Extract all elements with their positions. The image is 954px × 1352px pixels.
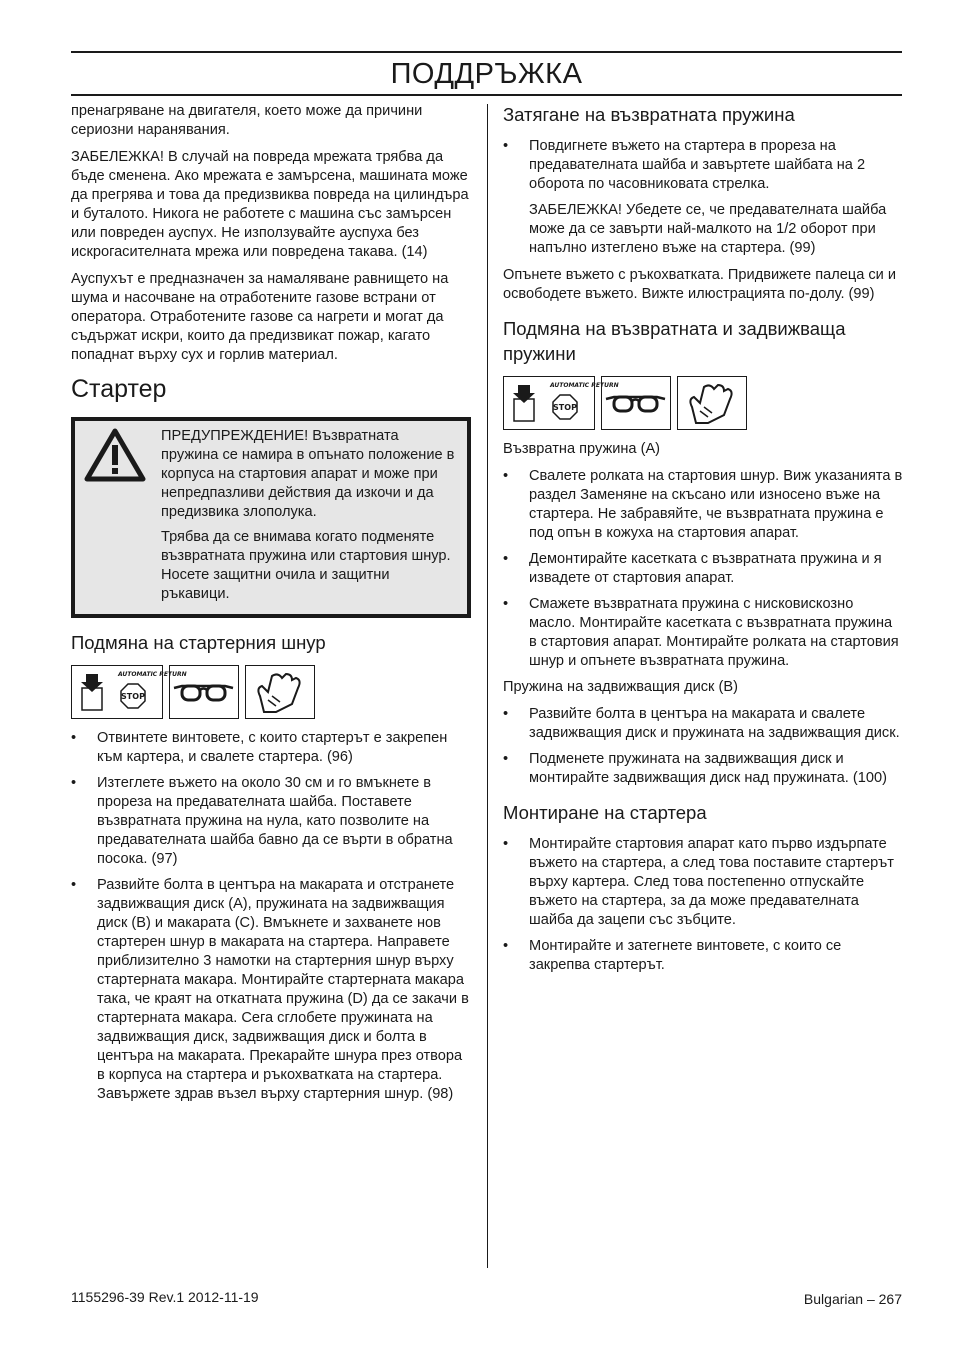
protective-gloves-icon xyxy=(677,376,747,430)
section-heading-starter: Стартер xyxy=(71,375,167,403)
automatic-return-stop-icon xyxy=(503,376,619,430)
subheading-tension: Затягане на възвратната пружина xyxy=(503,104,795,125)
list-item: • Отвинтете винтовете, с които стартерът е закрепен към картера, и свалете стартера. (96) xyxy=(71,730,448,765)
list-item: • Подменете пружината на задвижващия диск и монтирайте задвижващия диск над пружината. (100) xyxy=(503,751,887,786)
automatic-return-label: AUTOMATIC RETURN xyxy=(118,671,187,678)
protective-gloves-icon xyxy=(245,665,315,719)
list-item: • Монтирайте и затегнете винтовете, с които се закрепва стартерът. xyxy=(503,938,842,973)
warning-box xyxy=(71,417,471,618)
list-item: • Развийте болта в центъра на макарата и отстранете задвижващия диск (A), пружината на задвижващия диск (B) и макарата (C). Вмъкнете и захванете нов стартерен шнур в макарата на стартера. Направете приблизително 3 намотки на стартерния шнур върху стартерната макара. Монтирайте стартерната макара така, че краят на откатната пружина (D) да се закачи в стартерната макара. Сега сглобете пружината на задвижващия диск, задвижващия диск и болта в центъра на макарата. Прекарайте шнура през отвора в корпуса на стартера и ръкохватката на стартера. Завържете здрав възел върху стартерния шнур. (98) xyxy=(71,877,469,1102)
warning-triangle-icon xyxy=(83,427,161,610)
automatic-return-label: AUTOMATIC RETURN xyxy=(550,382,619,389)
list-item: • Развийте болта в центъра на макарата и свалете задвижващия диск и пружината на задвижващия диск. xyxy=(503,706,900,741)
note-paragraph: ЗАБЕЛЕЖКА! Убедете се, че предавателната шайба може да се завърти най-малкото на 1/2 оборот при напълно изтеглено въже на стартера. (99) xyxy=(529,202,887,256)
return-spring-list xyxy=(503,467,903,671)
safety-icons xyxy=(71,665,471,719)
column-divider xyxy=(487,104,488,1268)
safety-goggles-icon xyxy=(601,376,671,430)
safety-icons xyxy=(503,376,903,430)
stop-label: STOP xyxy=(553,403,577,412)
automatic-return-stop-icon xyxy=(71,665,187,719)
footer-doc-id: 1155296-39 Rev.1 2012-11-19 xyxy=(71,1289,259,1305)
subheading-replace-springs: Подмяна на възвратната и задвижваща пружини xyxy=(503,318,846,364)
list-item: • Смажете възвратната пружина с нисковискозно масло. Монтирайте касетката с възвратната пружина в стартовия апарат. Монтирайте ролката на стартовия шнур и опънете възвратната пружина. xyxy=(503,596,899,669)
subheading-mount-starter: Монтиране на стартера xyxy=(503,802,707,823)
stop-label: STOP xyxy=(121,692,145,701)
safety-goggles-icon xyxy=(169,665,239,719)
header-rule-bottom xyxy=(71,94,902,96)
paragraph: Ауспухът е предназначен за намаляване равнището на шума и насочване на отработените газове встрани от оператора. Отработените газове са нагрети и могат да съдържат искри, които да предизвикат пожар, кагато попаднат върху сух и горлив материал. xyxy=(71,271,449,363)
paragraph: ЗАБЕЛЕЖКА! В случай на повреда мрежата трябва да бъде сменена. Ако мрежата е замърсена, машината може да прегрява и това да предизвиква повреда на цилиндъра и буталото. Никога не работете с машина със замърсен или повреден ауспух. Не използувайте ауспуха без искрогасителната мрежа или повредена такава. (14) xyxy=(71,149,469,260)
warning-text: ПРЕДУПРЕЖДЕНИЕ! Възвратната пружина се намира в опънато положение в корпуса на стартовия апарат и може при непредпазливи действия да изкочи и да предизвика злополука. xyxy=(161,428,455,520)
mount-list xyxy=(503,835,903,975)
footer-page-number: Bulgarian – 267 xyxy=(803,1291,902,1307)
subsection-label-drive-spring: Пружина на задвижващия диск (B) xyxy=(503,679,738,695)
list-item: • Свалете ролката на стартовия шнур. Виж указанията в раздел Заменяне на скъсано или износено въже на стартера. Не забравяйте, че възвратната пружина е под опън в кожуха на стартовия апарат. xyxy=(503,468,903,541)
list-item: • Повдигнете въжето на стартера в прореза на предавателната шайба и завъртете шайбата на 2 оборота по часовниковата стрелка. xyxy=(503,138,866,192)
tension-list xyxy=(503,137,903,194)
cord-steps-list xyxy=(71,729,471,1104)
paragraph: пренагряване на двигателя, което може да причини сериозни наранявания. xyxy=(71,103,423,138)
page-title: ПОДДРЪЖКА xyxy=(390,58,583,90)
drive-spring-list xyxy=(503,705,903,788)
subsection-label-return-spring: Възвратна пружина (A) xyxy=(503,441,661,457)
paragraph: Опънете въжето с ръкохватката. Придвижете палеца си и освободете въжето. Вижте илюстрацията по-долу. (99) xyxy=(503,267,897,302)
list-item: • Изтеглете въжето на около 30 см и го вмъкнете в прореза на предавателната шайба. Поставете възвратната пружина на нула, като позволите на предавателната шайба бавно да се върти в обратна посока. (97) xyxy=(71,775,453,867)
header-rule-top xyxy=(71,51,902,53)
warning-text: Трябва да се внимава когато подменяте възвратната пружина или стартовия шнур. Носете защитни очила и защитни ръкавици. xyxy=(161,529,451,602)
subheading-starter-cord: Подмяна на стартерния шнур xyxy=(71,632,326,653)
list-item: • Демонтирайте касетката с възвратната пружина и я извадете от стартовия апарат. xyxy=(503,551,882,586)
list-item: • Монтирайте стартовия апарат като първо издърпате въжето на стартера, а след това поставите стартерът върху картера. След това постепенно отпускайте въжето на стартера, за да може предавателната шайба да зацепи със зъбците. xyxy=(503,836,894,928)
right-column xyxy=(503,102,903,982)
left-column xyxy=(71,102,471,1111)
